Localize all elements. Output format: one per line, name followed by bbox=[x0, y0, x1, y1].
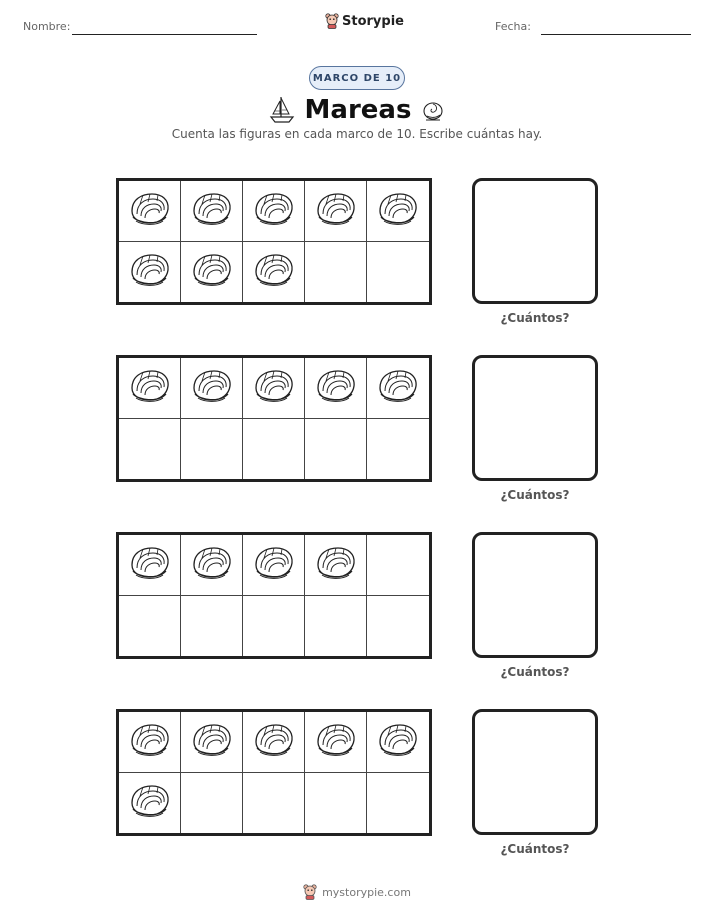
clam-shell-icon bbox=[128, 368, 172, 408]
frame-cell bbox=[181, 596, 243, 657]
frame-cell bbox=[181, 535, 243, 596]
frame-cell bbox=[367, 712, 429, 773]
frame-cell bbox=[367, 358, 429, 419]
frame-cell bbox=[243, 712, 305, 773]
frame-cell bbox=[243, 242, 305, 303]
frame-cell bbox=[181, 773, 243, 834]
answer-box-3[interactable] bbox=[472, 532, 598, 658]
clam-shell-icon bbox=[128, 722, 172, 762]
count-question: ¿Cuántos? bbox=[500, 842, 570, 856]
clam-shell-icon bbox=[252, 191, 296, 231]
clam-shell-icon bbox=[190, 252, 234, 292]
date-label: Fecha: bbox=[495, 20, 531, 33]
frame-cell bbox=[305, 535, 367, 596]
clam-shell-icon bbox=[252, 252, 296, 292]
clam-shell-icon bbox=[190, 368, 234, 408]
clam-shell-icon bbox=[128, 545, 172, 585]
frame-cell bbox=[119, 773, 181, 834]
frame-cell bbox=[243, 181, 305, 242]
frame-cell bbox=[243, 419, 305, 480]
frame-cell bbox=[305, 242, 367, 303]
clam-shell-icon bbox=[376, 368, 420, 408]
frame-cell bbox=[367, 181, 429, 242]
frame-cell bbox=[305, 773, 367, 834]
frame-cell bbox=[119, 596, 181, 657]
answer-box-2[interactable] bbox=[472, 355, 598, 481]
clam-shell-icon bbox=[314, 545, 358, 585]
frame-cell bbox=[305, 596, 367, 657]
frame-cell bbox=[119, 242, 181, 303]
clam-shell-icon bbox=[128, 783, 172, 823]
ten-frame-4 bbox=[116, 709, 432, 836]
answer-box-4[interactable] bbox=[472, 709, 598, 835]
bear-mascot-icon bbox=[325, 13, 339, 29]
clam-shell-icon bbox=[252, 368, 296, 408]
frame-cell bbox=[243, 596, 305, 657]
frame-cell bbox=[119, 419, 181, 480]
count-question: ¿Cuántos? bbox=[500, 488, 570, 502]
frame-cell bbox=[243, 535, 305, 596]
title-row bbox=[0, 90, 714, 130]
frame-cell bbox=[367, 419, 429, 480]
frame-cell bbox=[119, 358, 181, 419]
frame-cell bbox=[305, 358, 367, 419]
count-question: ¿Cuántos? bbox=[500, 311, 570, 325]
clam-shell-icon bbox=[314, 722, 358, 762]
bear-mascot-icon bbox=[303, 884, 317, 900]
brand-name: Storypie bbox=[342, 13, 404, 29]
clam-shell-icon bbox=[252, 545, 296, 585]
frame-cell bbox=[367, 535, 429, 596]
date-field[interactable] bbox=[541, 34, 691, 35]
sailboat-icon bbox=[269, 95, 295, 125]
worksheet-badge: MARCO DE 10 bbox=[309, 66, 405, 90]
frame-cell bbox=[305, 181, 367, 242]
frame-cell bbox=[181, 712, 243, 773]
ten-frame-1 bbox=[116, 178, 432, 305]
page-title: Mareas bbox=[304, 95, 412, 125]
footer-url: mystorypie.com bbox=[322, 885, 411, 899]
seashell-icon bbox=[421, 96, 445, 124]
frame-cell bbox=[367, 596, 429, 657]
clam-shell-icon bbox=[314, 368, 358, 408]
name-field[interactable] bbox=[72, 34, 257, 35]
clam-shell-icon bbox=[252, 722, 296, 762]
frame-cell bbox=[367, 773, 429, 834]
answer-box-1[interactable] bbox=[472, 178, 598, 304]
clam-shell-icon bbox=[128, 191, 172, 231]
name-label: Nombre: bbox=[23, 20, 71, 33]
frame-cell bbox=[305, 419, 367, 480]
frame-cell bbox=[119, 712, 181, 773]
clam-shell-icon bbox=[190, 545, 234, 585]
ten-frame-3 bbox=[116, 532, 432, 659]
frame-cell bbox=[119, 181, 181, 242]
clam-shell-icon bbox=[128, 252, 172, 292]
clam-shell-icon bbox=[190, 722, 234, 762]
frame-cell bbox=[305, 712, 367, 773]
frame-cell bbox=[243, 358, 305, 419]
clam-shell-icon bbox=[190, 191, 234, 231]
frame-cell bbox=[243, 773, 305, 834]
frame-cell bbox=[181, 358, 243, 419]
brand-logo bbox=[325, 13, 404, 29]
frame-cell bbox=[181, 242, 243, 303]
clam-shell-icon bbox=[376, 191, 420, 231]
frame-cell bbox=[119, 535, 181, 596]
frame-cell bbox=[367, 242, 429, 303]
clam-shell-icon bbox=[314, 191, 358, 231]
footer bbox=[0, 884, 714, 900]
clam-shell-icon bbox=[376, 722, 420, 762]
instructions: Cuenta las figuras en cada marco de 10. Escribe cuántas hay. bbox=[171, 127, 543, 141]
frame-cell bbox=[181, 181, 243, 242]
ten-frame-2 bbox=[116, 355, 432, 482]
frame-cell bbox=[181, 419, 243, 480]
count-question: ¿Cuántos? bbox=[500, 665, 570, 679]
